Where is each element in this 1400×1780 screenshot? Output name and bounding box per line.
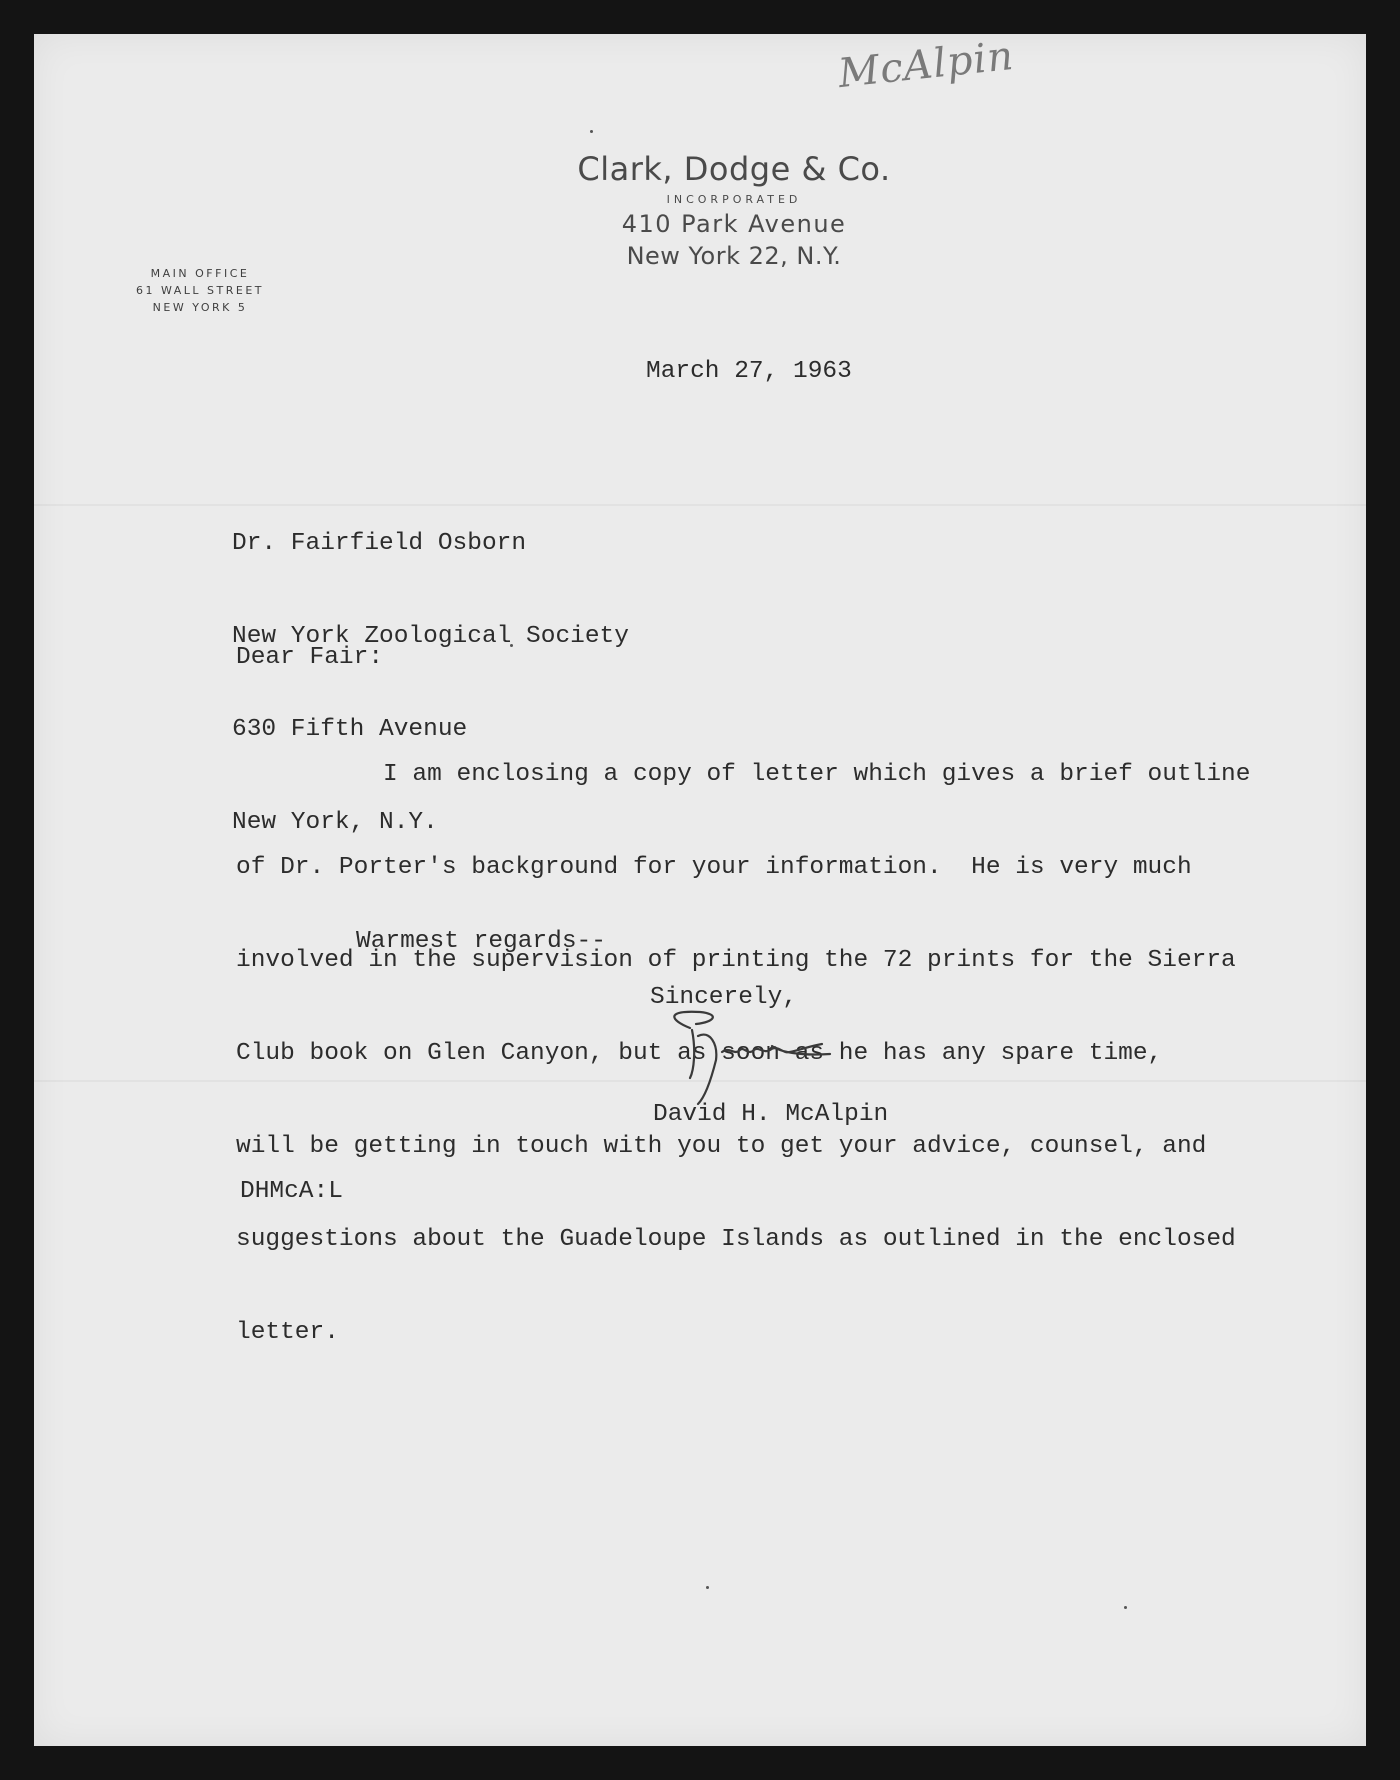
company-address: 410 Park Avenue [621,210,847,238]
paper-speck [590,130,593,133]
body-line: I am enclosing a copy of letter which gives a brief outline [236,761,1251,788]
body-line: suggestions about the Guadeloupe Islands as outlined in the enclosed [236,1226,1236,1253]
body-line: of Dr. Porter's background for your information. He is very much [236,854,1192,881]
company-name: Clark, Dodge & Co. [577,150,891,188]
main-office-block [100,265,300,316]
recipient-line: New York Zoological Society [232,623,629,650]
body-line: letter. [236,1319,339,1346]
paper-speck [1124,1606,1127,1609]
main-office-line: MAIN OFFICE [150,267,250,280]
main-office-line: NEW YORK 5 [152,301,248,314]
company-city: New York 22, N.Y. [626,242,842,270]
recipient-line: New York, N.Y. [232,809,438,836]
body-line: involved in the supervision of printing the 72 prints for the Sierra [236,947,1236,974]
recipient-line: Dr. Fairfield Osborn [232,530,527,557]
handwritten-signature [660,1000,860,1110]
paper-speck [706,1586,709,1589]
company-incorporated: INCORPORATED [666,193,802,206]
body-line: Club book on Glen Canyon, but as soon as he has any spare time, [236,1040,1163,1067]
body-line: will be getting in touch with you to get your advice, counsel, and [236,1133,1207,1160]
letter-date: March 27, 1963 [646,358,852,385]
closing-regards: Warmest regards-- [356,928,606,955]
salutation: Dear Fair: [236,644,384,671]
reference-initials: DHMcA:L [240,1178,343,1205]
handwritten-note: McAlpin [836,32,1017,98]
recipient-line: 630 Fifth Avenue [232,716,468,743]
signer-name: David H. McAlpin [653,1101,889,1128]
main-office-line: 61 WALL STREET [135,284,264,297]
sign-off: Sincerely, [650,984,798,1011]
